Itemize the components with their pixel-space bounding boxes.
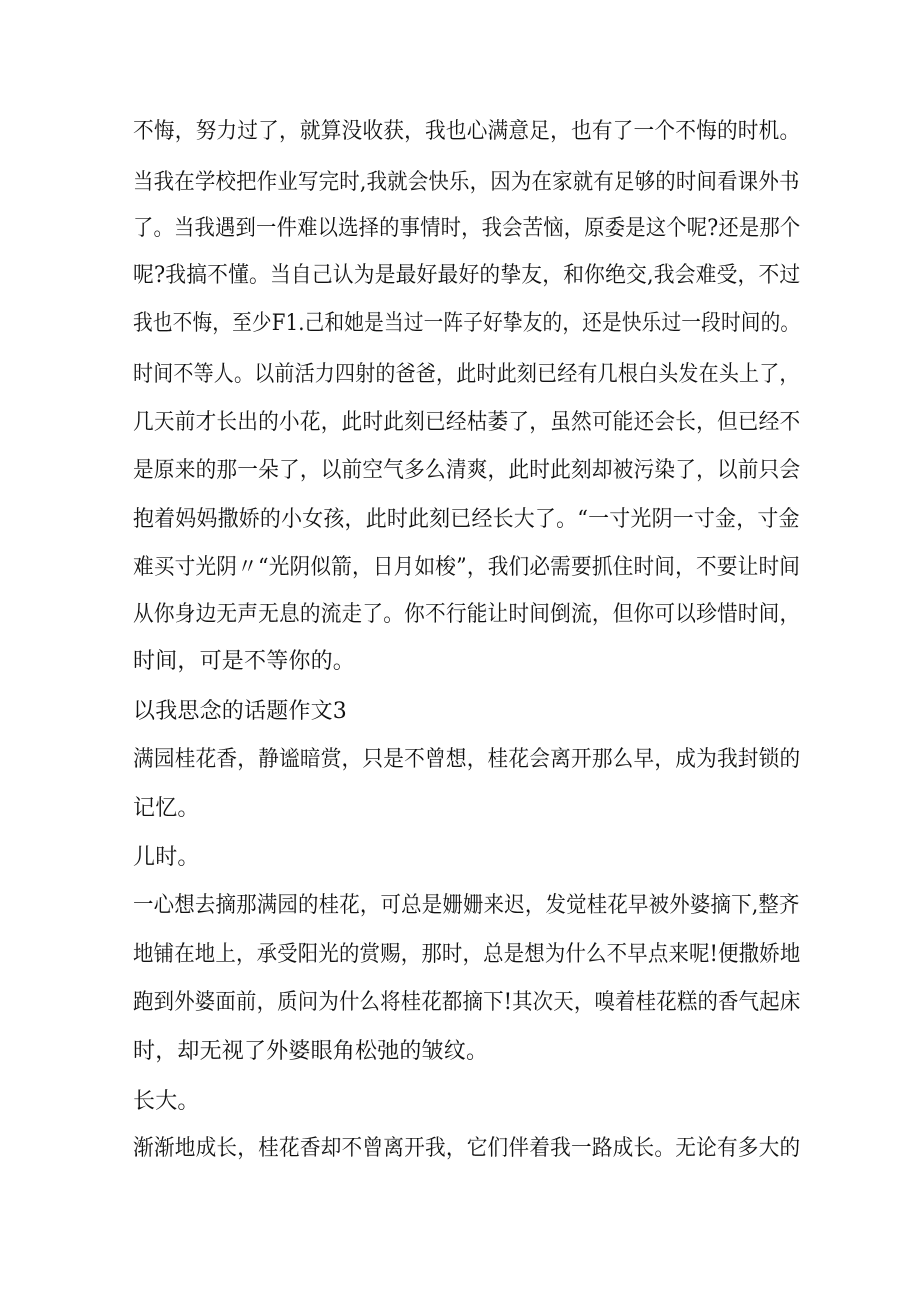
text-line: 跑到外婆面前，质问为什么将桂花都摘下!其次天，嗅着桂花糕的香气起床 bbox=[133, 990, 801, 1015]
text-line: 地铺在地上，承受阳光的赏赐，那时，总是想为什么不早点来呢!便撒娇地 bbox=[133, 942, 801, 967]
text-line: 儿时。 bbox=[133, 845, 200, 870]
text-line: 长大。 bbox=[133, 1089, 200, 1114]
text-line: 渐渐地成长，桂花香却不曾离开我，它们伴着我一路成长。无论有多大的 bbox=[133, 1136, 801, 1161]
text-line: 是原来的那一朵了，以前空气多么清爽，此时此刻却被污染了，以前只会 bbox=[133, 458, 801, 483]
text-line: 当我在学校把作业写完时,我就会快乐，因为在家就有足够的时间看课外书 bbox=[133, 170, 800, 195]
text-line: 难买寸光阴〃“光阴似箭，日月如梭”，我们必需要抓住时间，不要让时间 bbox=[133, 555, 801, 580]
text-line: 几天前才长出的小花，此时此刻已经枯萎了，虽然可能还会长，但已经不 bbox=[133, 410, 801, 435]
text-line: 抱着妈妈撒娇的小女孩，此时此刻已经长大了。“一寸光阴一寸金，寸金 bbox=[133, 507, 800, 532]
text-line: 从你身边无声无息的流走了。你不行能让时间倒流，但你可以珍惜时间， bbox=[133, 602, 801, 627]
text-line: 呢?我搞不懂。当自己认为是最好最好的挚友，和你绝交,我会难受，不过 bbox=[133, 263, 801, 288]
text-line: 了。当我遇到一件难以选择的事情时，我会苦恼，原委是这个呢?还是那个 bbox=[133, 216, 801, 241]
text-line: 记忆。 bbox=[133, 796, 200, 821]
text-line: 时间不等人。以前活力四射的爸爸，此时此刻已经有几根白头发在头上了， bbox=[133, 362, 800, 387]
text-line: 时间，可是不等你的。 bbox=[133, 649, 356, 674]
text-line: 时，却无视了外婆眼角松弛的皱纹。 bbox=[133, 1039, 489, 1064]
text-line: 一心想去摘那满园的桂花，可总是姗姗来迟，发觉桂花早被外婆摘下,整齐 bbox=[133, 893, 800, 918]
text-line: 满园桂花香，静谧暗赏，只是不曾想，桂花会离开那么早，成为我封锁的 bbox=[133, 747, 801, 772]
section-heading: 以我思念的话题作文3 bbox=[133, 699, 347, 724]
text-line: 不悔，努力过了，就算没收获，我也心满意足，也有了一个不悔的时机。 bbox=[133, 119, 801, 144]
text-line: 我也不悔，至少F1.己和她是当过一阵子好挚友的，还是快乐过一段时间的。 bbox=[133, 311, 801, 336]
